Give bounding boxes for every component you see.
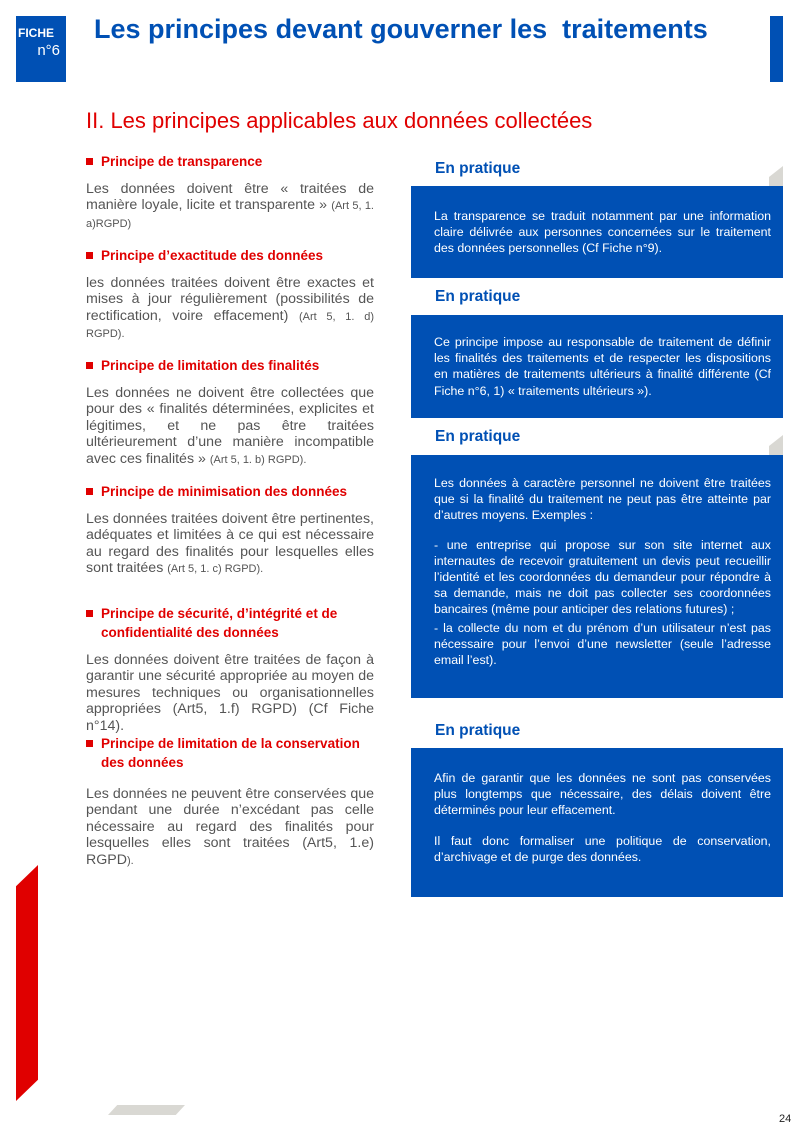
square-bullet-icon bbox=[86, 740, 93, 747]
legal-reference: ). bbox=[127, 854, 134, 867]
en-pratique-box bbox=[411, 186, 783, 278]
square-bullet-icon bbox=[86, 610, 93, 617]
en-pratique-example: - une entreprise qui propose sur son site internet aux internautes de recevoir gratuitement un devis peut recueillir l’identité et les coordonnées du demandeur pour répondre à sa demande, mais ne doit pas collecter ses coordonnées bancaires (même pour anticiper des relations futures) ; bbox=[434, 537, 771, 617]
principle-body: les données traitées doivent être exactes et mises à jour régulièrement (possibilités de rectification, voire effacement) (Art 5, 1. d) RGPD). bbox=[86, 275, 374, 341]
square-bullet-icon bbox=[86, 488, 93, 495]
principle-heading: Principe de sécurité, d’intégrité et de confidentialité des données bbox=[86, 604, 374, 642]
en-pratique-example: - la collecte du nom et du prénom d’un utilisateur n’est pas nécessaire pour l’envoi d’une newsletter (seule l’adresse email l’est). bbox=[434, 620, 771, 668]
fiche-label: FICHE bbox=[18, 26, 54, 40]
principle-transparency bbox=[86, 152, 374, 232]
fiche-number: n°6 bbox=[37, 42, 60, 59]
square-bullet-icon bbox=[86, 158, 93, 165]
decorative-tab bbox=[769, 435, 783, 455]
principle-heading: Principe d’exactitude des données bbox=[86, 246, 374, 265]
principle-storage-limitation bbox=[86, 734, 374, 869]
en-pratique-text: Les données à caractère personnel ne doivent être traitées que si la finalité du traitement ne peut pas être atteinte par d’autres moyens. Exemples : bbox=[434, 476, 771, 523]
decorative-grey-bar bbox=[108, 1105, 185, 1115]
en-pratique-box bbox=[411, 748, 783, 897]
principle-body: Les données traitées doivent être pertinentes, adéquates et limitées à ce qui est nécessaire au regard des finalités pour lesquelles elles sont traitées (Art 5, 1. c) RGPD). bbox=[86, 511, 374, 577]
principle-heading: Principe de transparence bbox=[86, 152, 374, 171]
principle-accuracy bbox=[86, 246, 374, 343]
section-title: II. Les principes applicables aux données collectées bbox=[86, 108, 593, 133]
legal-reference: (Art 5, 1. a)RGPD) bbox=[86, 200, 374, 230]
legal-reference: (Art 5, 1. d) RGPD). bbox=[86, 310, 374, 341]
principle-heading: Principe de minimisation des données bbox=[86, 482, 374, 501]
square-bullet-icon bbox=[86, 252, 93, 259]
decorative-tab bbox=[769, 166, 783, 186]
en-pratique-label: En pratique bbox=[435, 722, 521, 739]
legal-reference: (Art 5, 1. c) RGPD). bbox=[167, 563, 264, 576]
decorative-blue-bar bbox=[770, 16, 783, 82]
principle-heading: Principe de limitation de la conservation des données bbox=[86, 734, 374, 772]
principle-purpose-limitation bbox=[86, 356, 374, 468]
fiche-badge bbox=[16, 16, 66, 82]
en-pratique-box bbox=[411, 315, 783, 418]
legal-reference: (Art 5, 1. b) RGPD). bbox=[209, 453, 307, 466]
principle-body: Les données doivent être traitées de façon à garantir une sécurité appropriée au moyen de mesures techniques ou organisationnelles appropriées (Art5, 1.f) RGPD) (Cf Fiche n°14). bbox=[86, 652, 374, 734]
en-pratique-box bbox=[411, 455, 783, 698]
page-number: 24 bbox=[779, 1113, 792, 1125]
en-pratique-text: Ce principe impose au responsable de traitement de définir les finalités des traitements et de respecter les dispositions en matières de traitements ultérieurs à finalité différente (Cf Fiche n°6, 1) « traitements ultérieurs »). bbox=[434, 335, 771, 398]
en-pratique-label: En pratique bbox=[435, 160, 521, 177]
principle-security bbox=[86, 604, 374, 735]
en-pratique-label: En pratique bbox=[435, 288, 521, 305]
page-title: Les principes devant gouverner les traitements bbox=[94, 14, 708, 44]
en-pratique-label: En pratique bbox=[435, 428, 521, 445]
principle-body: Les données ne doivent être collectées que pour des « finalités déterminées, explicites et légitimes, et ne pas être traitées ultérieurement d’une manière incompatible avec ces finalités » (Art 5, 1. b) RGPD). bbox=[86, 385, 374, 467]
square-bullet-icon bbox=[86, 362, 93, 369]
principle-minimisation bbox=[86, 482, 374, 578]
principle-heading: Principe de limitation des finalités bbox=[86, 356, 374, 375]
decorative-red-bar bbox=[16, 865, 38, 1101]
principle-body: Les données ne peuvent être conservées que pendant une durée n’excédant pas celle nécessaire au regard des finalités pour lesquelles elles sont traitées (Art5, 1.e) RGPD). bbox=[86, 786, 374, 868]
en-pratique-text: La transparence se traduit notamment par une information claire délivrée aux personnes concernées sur le traitement des données personnelles (Cf Fiche n°9). bbox=[434, 209, 771, 256]
en-pratique-text: Il faut donc formaliser une politique de conservation, d’archivage et de purge des données. bbox=[434, 833, 771, 864]
en-pratique-text: Afin de garantir que les données ne sont pas conservées plus longtemps que nécessaire, des délais doivent être déterminés pour leur effacement. bbox=[434, 771, 771, 818]
principle-body: Les données doivent être « traitées de manière loyale, licite et transparente » (Art 5, 1. a)RGPD) bbox=[86, 181, 374, 230]
